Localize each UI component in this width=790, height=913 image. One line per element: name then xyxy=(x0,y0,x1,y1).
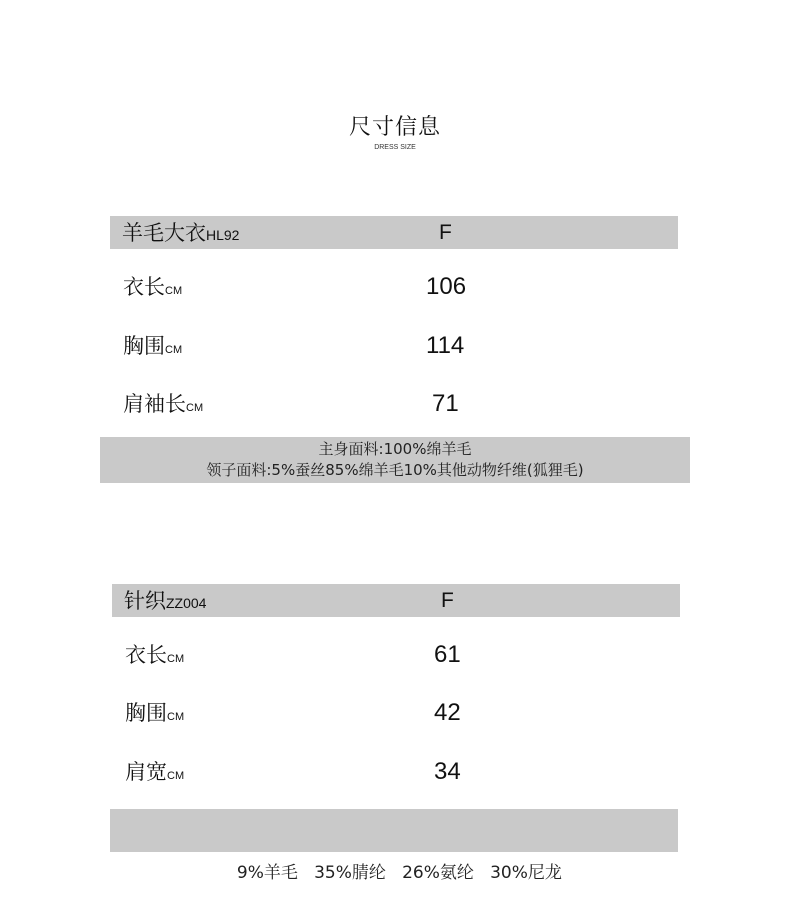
row-unit: CM xyxy=(165,344,183,356)
row-value: 34 xyxy=(434,758,461,785)
row-label: 肩宽CM xyxy=(125,760,185,784)
row-label: 衣长CM xyxy=(125,643,185,667)
coat-material-main: 主身面料:100%绵羊毛 xyxy=(318,440,472,458)
row-unit: CM xyxy=(167,653,185,665)
knit-row-chest xyxy=(112,698,680,728)
knit-material-footer xyxy=(110,809,678,883)
coat-code: HL92 xyxy=(206,227,240,243)
row-unit: CM xyxy=(165,285,183,297)
row-label: 胸围CM xyxy=(125,701,185,725)
coat-row-length xyxy=(110,272,678,302)
coat-row-chest xyxy=(110,331,678,361)
knit-code: ZZ004 xyxy=(166,595,207,611)
row-label: 肩袖长CM xyxy=(123,392,204,416)
knit-material: 9%羊毛 35%腈纶 26%氨纶 30%尼龙 xyxy=(236,863,562,883)
row-value: 42 xyxy=(434,699,461,726)
knit-row-shoulder xyxy=(112,757,680,787)
row-value: 61 xyxy=(434,641,461,668)
page-subtitle: DRESS SIZE xyxy=(374,144,416,151)
row-value: 106 xyxy=(426,273,467,300)
coat-material-footer xyxy=(100,437,690,483)
coat-material-collar: 领子面料:5%蚕丝85%绵羊毛10%其他动物纤维(狐狸毛) xyxy=(206,461,584,479)
coat-header xyxy=(110,216,678,249)
row-unit: CM xyxy=(186,402,204,414)
row-value: 114 xyxy=(426,332,465,359)
row-unit: CM xyxy=(167,770,185,782)
coat-row-sleeve xyxy=(110,389,678,419)
row-label: 衣长CM xyxy=(123,275,183,299)
page-title: 尺寸信息 xyxy=(348,115,441,140)
knit-row-length xyxy=(112,640,680,670)
knit-header xyxy=(112,584,680,617)
coat-name: 羊毛大衣HL92 xyxy=(122,221,240,245)
row-unit: CM xyxy=(167,711,185,723)
coat-size: F xyxy=(439,221,452,244)
knit-size: F xyxy=(441,589,454,612)
row-label: 胸围CM xyxy=(123,334,183,358)
row-value: 71 xyxy=(432,390,459,417)
knit-name: 针织ZZ004 xyxy=(124,589,207,613)
